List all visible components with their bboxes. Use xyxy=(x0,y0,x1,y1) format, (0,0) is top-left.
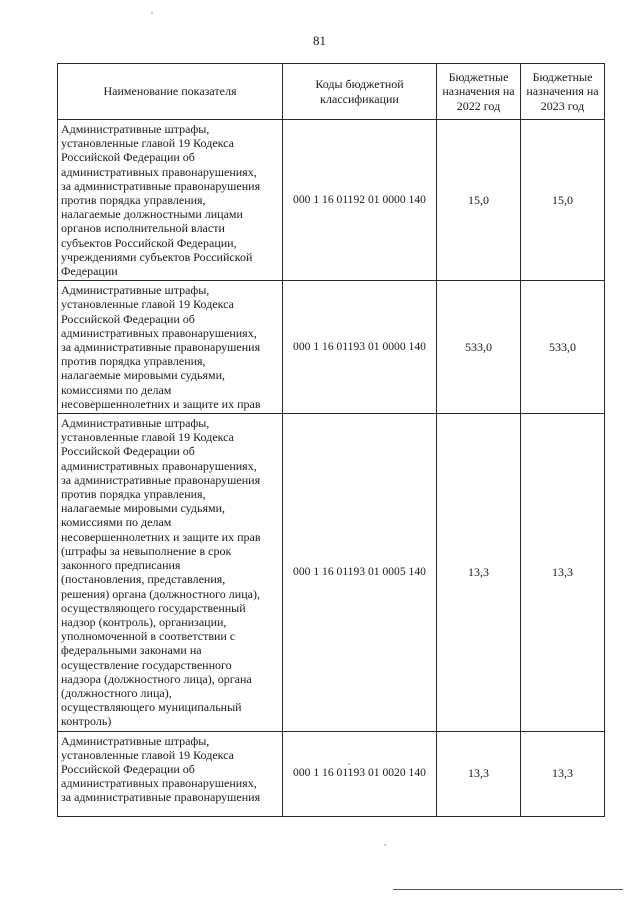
table-row xyxy=(58,731,605,816)
table-body xyxy=(58,120,605,817)
table-row xyxy=(58,281,605,414)
budget-2022-cell: 13,3 xyxy=(437,731,521,816)
indicator-name-line: установленные главой 19 Кодекса xyxy=(61,430,234,445)
indicator-name-line: надзор (контроль), организации, xyxy=(61,614,227,629)
indicator-name-line: налагаемые мировыми судьями, xyxy=(61,501,226,516)
scan-speck xyxy=(348,763,350,765)
budget-2023-cell: 13,3 xyxy=(521,414,605,731)
indicator-name-line: Российской Федерации об xyxy=(61,150,195,165)
indicator-name-line: Федерации xyxy=(61,264,118,279)
header-indicator-name: Наименование показателя xyxy=(58,64,283,120)
indicator-name-line: против порядка управления, xyxy=(61,487,206,502)
budget-2023-cell: 13,3 xyxy=(521,731,605,816)
indicator-name-cell xyxy=(58,731,283,816)
indicator-name-line: осуществляющего муниципальный xyxy=(61,700,242,715)
indicator-name-line: надзора (должностного лица), органа xyxy=(61,671,252,686)
indicator-name-line: законного предписания xyxy=(61,558,181,573)
indicator-name-line: против порядка управления, xyxy=(61,354,206,369)
budget-table xyxy=(57,63,605,817)
indicator-name-line: органов исполнительной власти xyxy=(61,221,225,236)
indicator-name-line: налагаемые должностными лицами xyxy=(61,207,243,222)
page-number: 81 xyxy=(313,33,326,48)
indicator-name-line: административных правонарушениях, xyxy=(61,325,257,340)
indicator-name-line: за административные правонарушения xyxy=(61,790,261,805)
indicator-name-cell xyxy=(58,414,283,731)
indicator-name-line: против порядка управления, xyxy=(61,193,206,208)
scan-speck xyxy=(384,844,386,846)
indicator-name-line: административных правонарушениях, xyxy=(61,164,257,179)
indicator-name-line: решения) органа (должностного лица), xyxy=(61,586,260,601)
indicator-name-cell xyxy=(58,281,283,414)
indicator-name-line: контроль) xyxy=(61,714,112,729)
indicator-name-line: (постановления, представления, xyxy=(61,572,226,587)
indicator-name-line: осуществляющего государственный xyxy=(61,600,246,615)
indicator-name-line: за административные правонарушения xyxy=(61,340,261,355)
indicator-name-line: Российской Федерации об xyxy=(61,761,195,776)
indicator-name-line: комиссиями по делам xyxy=(61,515,172,530)
budget-2022-cell: 13,3 xyxy=(437,414,521,731)
indicator-name-line: установленные главой 19 Кодекса xyxy=(61,136,234,151)
header-budget-code: Коды бюджетной классификации xyxy=(283,64,437,120)
indicator-name-line: налагаемые мировыми судьями, xyxy=(61,368,226,383)
row-continues xyxy=(61,805,279,814)
budget-code-cell: 000 1 16 01192 01 0000 140 xyxy=(283,120,437,281)
indicator-name-line: за административные правонарушения xyxy=(61,178,261,193)
indicator-name-cell xyxy=(58,120,283,281)
indicator-name-line: Российской Федерации об xyxy=(61,444,195,459)
indicator-name-line: Административные штрафы, xyxy=(61,122,210,136)
indicator-name-line: учреждениями субъектов Российской xyxy=(61,249,253,264)
budget-2023-cell: 533,0 xyxy=(521,281,605,414)
indicator-name-line: административных правонарушениях, xyxy=(61,776,257,791)
indicator-name-line: установленные главой 19 Кодекса xyxy=(61,297,234,312)
budget-2023-cell: 15,0 xyxy=(521,120,605,281)
indicator-name-line: за административные правонарушения xyxy=(61,472,261,487)
table-row xyxy=(58,414,605,731)
indicator-name-line: Административные штрафы, xyxy=(61,283,210,298)
indicator-name-line: Российской Федерации об xyxy=(61,311,195,326)
scan-speck xyxy=(151,12,153,14)
indicator-name-line: Административные штрафы, xyxy=(61,733,210,748)
budget-code-cell: 000 1 16 01193 01 0005 140 xyxy=(283,414,437,731)
indicator-name-line: (должностного лица), xyxy=(61,685,172,700)
indicator-name-line: административных правонарушениях, xyxy=(61,458,257,473)
indicator-name-line: осуществление государственного xyxy=(61,657,232,672)
budget-2022-cell: 533,0 xyxy=(437,281,521,414)
indicator-name-line: уполномоченной в соответствии с xyxy=(61,629,236,644)
table-header-row xyxy=(58,64,605,120)
indicator-name-line: Административные штрафы, xyxy=(61,416,210,431)
indicator-name-line: несовершеннолетних и защите их прав xyxy=(61,396,261,411)
indicator-name-line: установленные главой 19 Кодекса xyxy=(61,747,234,762)
header-budget-2023: Бюджетные назначения на 2023 год xyxy=(521,64,605,120)
header-budget-2022: Бюджетные назначения на 2022 год xyxy=(437,64,521,120)
footer-rule xyxy=(393,889,623,890)
table-row xyxy=(58,120,605,281)
budget-2022-cell: 15,0 xyxy=(437,120,521,281)
indicator-name-line: (штрафы за невыполнение в срок xyxy=(61,543,232,558)
indicator-name-line: федеральными законами на xyxy=(61,643,202,658)
indicator-name-line: несовершеннолетних и защите их прав xyxy=(61,529,261,544)
indicator-name-line: комиссиями по делам xyxy=(61,382,172,397)
budget-code-cell: 000 1 16 01193 01 0000 140 xyxy=(283,281,437,414)
indicator-name-line: субъектов Российской Федерации, xyxy=(61,235,237,250)
budget-code-cell: 000 1 16 01193 01 0020 140 xyxy=(283,731,437,816)
